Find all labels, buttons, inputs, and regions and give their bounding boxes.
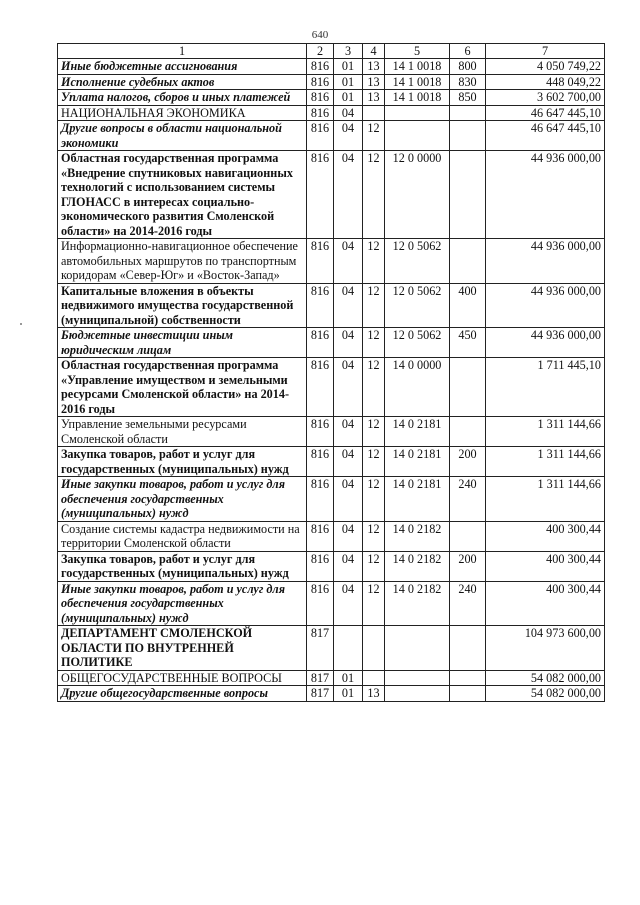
amount-cell: 104 973 600,00 <box>486 626 605 671</box>
expense-type-cell <box>450 626 486 671</box>
row-name-cell: Областная государственная программа «Внедрение спутниковых навигационных технологий с использованием системы ГЛОНАСС в интересах социально-экономического развития Смоленской области» на 2014-2016 годы <box>58 151 307 239</box>
row-name-cell: Другие вопросы в области национальной экономики <box>58 121 307 151</box>
target-article-cell: 14 0 2182 <box>385 521 450 551</box>
column-header: 3 <box>334 44 363 59</box>
admin-code-cell: 816 <box>307 90 334 106</box>
expense-type-cell: 200 <box>450 447 486 477</box>
column-header: 6 <box>450 44 486 59</box>
subsection-code-cell <box>363 626 385 671</box>
row-name-cell: Другие общегосударственные вопросы <box>58 686 307 702</box>
subsection-code-cell: 13 <box>363 59 385 75</box>
target-article-cell: 14 0 2181 <box>385 477 450 522</box>
expense-type-cell <box>450 521 486 551</box>
column-header: 5 <box>385 44 450 59</box>
subsection-code-cell: 12 <box>363 477 385 522</box>
admin-code-cell: 816 <box>307 151 334 239</box>
amount-cell: 44 936 000,00 <box>486 151 605 239</box>
expense-type-cell <box>450 105 486 121</box>
expense-type-cell: 850 <box>450 90 486 106</box>
column-header: 4 <box>363 44 385 59</box>
expense-type-cell <box>450 239 486 284</box>
row-name-cell: Исполнение судебных актов <box>58 74 307 90</box>
row-name-cell: Управление земельными ресурсами Смоленской области <box>58 417 307 447</box>
amount-cell: 54 082 000,00 <box>486 670 605 686</box>
subsection-code-cell <box>363 670 385 686</box>
target-article-cell: 12 0 5062 <box>385 283 450 328</box>
row-name-cell: Иные закупки товаров, работ и услуг для обеспечения государственных (муниципальных) нужд <box>58 581 307 626</box>
admin-code-cell: 816 <box>307 59 334 75</box>
subsection-code-cell: 12 <box>363 551 385 581</box>
table-row <box>58 105 605 121</box>
amount-cell: 448 049,22 <box>486 74 605 90</box>
target-article-cell: 14 1 0018 <box>385 74 450 90</box>
target-article-cell: 12 0 5062 <box>385 328 450 358</box>
section-code-cell: 04 <box>334 283 363 328</box>
row-name-cell: Областная государственная программа «Управление имуществом и земельными ресурсами Смоленской области» на 2014-2016 годы <box>58 358 307 417</box>
subsection-code-cell <box>363 105 385 121</box>
table-row <box>58 151 605 239</box>
column-header: 7 <box>486 44 605 59</box>
expense-type-cell <box>450 358 486 417</box>
amount-cell: 46 647 445,10 <box>486 121 605 151</box>
subsection-code-cell: 13 <box>363 686 385 702</box>
admin-code-cell: 816 <box>307 121 334 151</box>
target-article-cell: 14 0 2182 <box>385 581 450 626</box>
amount-cell: 400 300,44 <box>486 521 605 551</box>
subsection-code-cell: 12 <box>363 358 385 417</box>
amount-cell: 4 050 749,22 <box>486 59 605 75</box>
target-article-cell: 14 0 2181 <box>385 447 450 477</box>
admin-code-cell: 816 <box>307 551 334 581</box>
section-code-cell: 04 <box>334 521 363 551</box>
subsection-code-cell: 13 <box>363 74 385 90</box>
section-code-cell <box>334 626 363 671</box>
column-header: 1 <box>58 44 307 59</box>
target-article-cell <box>385 626 450 671</box>
admin-code-cell: 816 <box>307 447 334 477</box>
row-name-cell: Иные бюджетные ассигнования <box>58 59 307 75</box>
admin-code-cell: 816 <box>307 105 334 121</box>
expense-type-cell: 800 <box>450 59 486 75</box>
row-name-cell: Уплата налогов, сборов и иных платежей <box>58 90 307 106</box>
section-code-cell: 04 <box>334 551 363 581</box>
expense-type-cell: 240 <box>450 581 486 626</box>
table-row <box>58 74 605 90</box>
target-article-cell <box>385 105 450 121</box>
table-row <box>58 477 605 522</box>
section-code-cell: 04 <box>334 358 363 417</box>
column-header: 2 <box>307 44 334 59</box>
target-article-cell: 12 0 5062 <box>385 239 450 284</box>
section-code-cell: 04 <box>334 105 363 121</box>
section-code-cell: 01 <box>334 670 363 686</box>
row-name-cell: Информационно-навигационное обеспечение автомобильных маршрутов по транспортным коридорам «Север-Юг» и «Восток-Запад» <box>58 239 307 284</box>
subsection-code-cell: 12 <box>363 121 385 151</box>
admin-code-cell: 817 <box>307 670 334 686</box>
admin-code-cell: 816 <box>307 74 334 90</box>
target-article-cell: 14 0 2181 <box>385 417 450 447</box>
table-row <box>58 59 605 75</box>
admin-code-cell: 816 <box>307 477 334 522</box>
row-name-cell: ОБЩЕГОСУДАРСТВЕННЫЕ ВОПРОСЫ <box>58 670 307 686</box>
target-article-cell: 14 1 0018 <box>385 59 450 75</box>
subsection-code-cell: 12 <box>363 239 385 284</box>
table-row <box>58 358 605 417</box>
amount-cell: 44 936 000,00 <box>486 283 605 328</box>
table-row <box>58 521 605 551</box>
expense-type-cell: 240 <box>450 477 486 522</box>
budget-table <box>57 43 605 702</box>
subsection-code-cell: 12 <box>363 581 385 626</box>
amount-cell: 44 936 000,00 <box>486 328 605 358</box>
expense-type-cell: 400 <box>450 283 486 328</box>
section-code-cell: 04 <box>334 121 363 151</box>
subsection-code-cell: 12 <box>363 417 385 447</box>
table-row <box>58 670 605 686</box>
section-code-cell: 01 <box>334 59 363 75</box>
target-article-cell: 12 0 0000 <box>385 151 450 239</box>
admin-code-cell: 816 <box>307 239 334 284</box>
admin-code-cell: 816 <box>307 521 334 551</box>
expense-type-cell <box>450 686 486 702</box>
amount-cell: 400 300,44 <box>486 551 605 581</box>
table-row <box>58 121 605 151</box>
table-row <box>58 581 605 626</box>
section-code-cell: 04 <box>334 328 363 358</box>
table-row <box>58 626 605 671</box>
amount-cell: 46 647 445,10 <box>486 105 605 121</box>
expense-type-cell: 830 <box>450 74 486 90</box>
section-code-cell: 01 <box>334 74 363 90</box>
admin-code-cell: 816 <box>307 328 334 358</box>
subsection-code-cell: 12 <box>363 283 385 328</box>
subsection-code-cell: 12 <box>363 151 385 239</box>
admin-code-cell: 816 <box>307 581 334 626</box>
section-code-cell: 04 <box>334 447 363 477</box>
target-article-cell <box>385 670 450 686</box>
row-name-cell: Создание системы кадастра недвижимости на территории Смоленской области <box>58 521 307 551</box>
amount-cell: 1 311 144,66 <box>486 447 605 477</box>
admin-code-cell: 816 <box>307 283 334 328</box>
table-row <box>58 90 605 106</box>
admin-code-cell: 816 <box>307 358 334 417</box>
row-name-cell: Бюджетные инвестиции иным юридическим лицам <box>58 328 307 358</box>
expense-type-cell: 200 <box>450 551 486 581</box>
section-code-cell: 04 <box>334 151 363 239</box>
row-name-cell: ДЕПАРТАМЕНТ СМОЛЕНСКОЙ ОБЛАСТИ ПО ВНУТРЕННЕЙ ПОЛИТИКЕ <box>58 626 307 671</box>
row-name-cell: Закупка товаров, работ и услуг для государственных (муниципальных) нужд <box>58 551 307 581</box>
table-row <box>58 447 605 477</box>
table-row <box>58 551 605 581</box>
admin-code-cell: 817 <box>307 686 334 702</box>
expense-type-cell <box>450 121 486 151</box>
amount-cell: 54 082 000,00 <box>486 686 605 702</box>
row-name-cell: Капитальные вложения в объекты недвижимого имущества государственной (муниципальной) собственности <box>58 283 307 328</box>
section-code-cell: 01 <box>334 90 363 106</box>
table-row <box>58 283 605 328</box>
amount-cell: 400 300,44 <box>486 581 605 626</box>
table-row <box>58 239 605 284</box>
section-code-cell: 01 <box>334 686 363 702</box>
row-name-cell: Иные закупки товаров, работ и услуг для обеспечения государственных (муниципальных) нужд <box>58 477 307 522</box>
expense-type-cell <box>450 151 486 239</box>
expense-type-cell <box>450 670 486 686</box>
amount-cell: 44 936 000,00 <box>486 239 605 284</box>
target-article-cell: 14 0 2182 <box>385 551 450 581</box>
target-article-cell: 14 0 0000 <box>385 358 450 417</box>
expense-type-cell: 450 <box>450 328 486 358</box>
section-code-cell: 04 <box>334 581 363 626</box>
amount-cell: 1 311 144,66 <box>486 417 605 447</box>
expense-type-cell <box>450 417 486 447</box>
table-row <box>58 417 605 447</box>
subsection-code-cell: 13 <box>363 90 385 106</box>
table-row <box>58 328 605 358</box>
section-code-cell: 04 <box>334 477 363 522</box>
section-code-cell: 04 <box>334 239 363 284</box>
row-name-cell: Закупка товаров, работ и услуг для государственных (муниципальных) нужд <box>58 447 307 477</box>
admin-code-cell: 816 <box>307 417 334 447</box>
amount-cell: 1 711 445,10 <box>486 358 605 417</box>
scan-speck <box>20 323 22 325</box>
section-code-cell: 04 <box>334 417 363 447</box>
target-article-cell <box>385 686 450 702</box>
table-row <box>58 686 605 702</box>
target-article-cell <box>385 121 450 151</box>
target-article-cell: 14 1 0018 <box>385 90 450 106</box>
amount-cell: 3 602 700,00 <box>486 90 605 106</box>
amount-cell: 1 311 144,66 <box>486 477 605 522</box>
table-header-row <box>58 44 605 59</box>
subsection-code-cell: 12 <box>363 447 385 477</box>
page-number: 640 <box>311 29 329 41</box>
subsection-code-cell: 12 <box>363 328 385 358</box>
subsection-code-cell: 12 <box>363 521 385 551</box>
admin-code-cell: 817 <box>307 626 334 671</box>
row-name-cell: НАЦИОНАЛЬНАЯ ЭКОНОМИКА <box>58 105 307 121</box>
